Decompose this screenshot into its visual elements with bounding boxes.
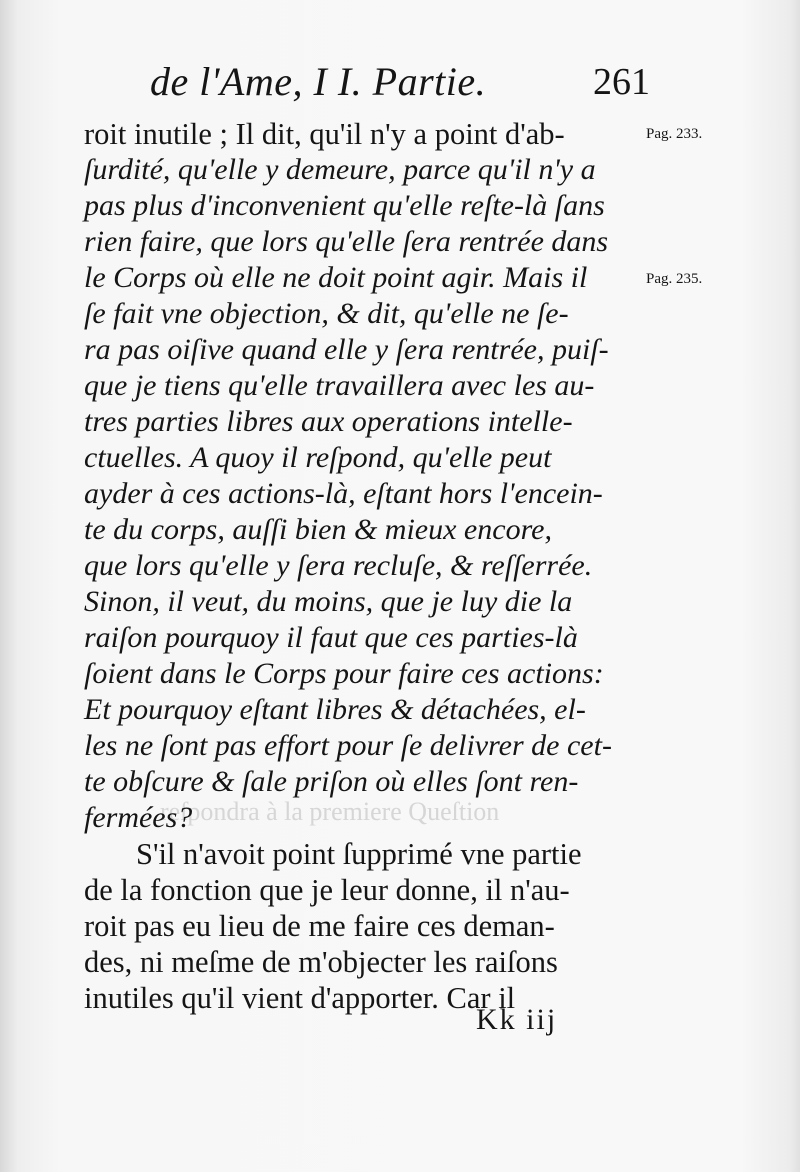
text-line: ſurdité, qu'elle y demeure, parce qu'il n'y a bbox=[84, 153, 596, 186]
text-line: tres parties libres aux operations intelle- bbox=[84, 405, 573, 438]
text-line: roit inutile ; Il dit, qu'il n'y a point d'ab- bbox=[84, 117, 565, 151]
text-line: ayder à ces actions-là, eſtant hors l'encein- bbox=[84, 477, 603, 510]
margin-note: Pag. 233. bbox=[646, 126, 703, 142]
text-line: fermées? bbox=[84, 801, 193, 834]
text-line: ſe fait vne objection, & dit, qu'elle ne ſe- bbox=[84, 297, 569, 330]
text-line: ra pas oiſive quand elle y ſera rentrée, puiſ- bbox=[84, 333, 609, 366]
text-line: ſoient dans le Corps pour faire ces actions: bbox=[84, 657, 604, 690]
bleed-through-text: reſpondra à la premiere Queſtion bbox=[160, 797, 500, 826]
text-line: que lors qu'elle y ſera recluſe, & reſſerrée. bbox=[84, 549, 593, 582]
running-head: de l'Ame, I I. Partie. bbox=[150, 59, 487, 104]
text-line: le Corps où elle ne doit point agir. Mais il bbox=[84, 261, 588, 294]
text-line: Et pourquoy eſtant libres & détachées, el- bbox=[84, 693, 586, 726]
text-line: des, ni meſme de m'objecter les raiſons bbox=[84, 945, 558, 979]
text-line: de la fonction que je leur donne, il n'au- bbox=[84, 873, 570, 907]
text-line: Sinon, il veut, du moins, que je luy die la bbox=[84, 585, 573, 618]
text-line: roit pas eu lieu de me faire ces deman- bbox=[84, 909, 555, 943]
text-line: pas plus d'inconvenient qu'elle reſte-là ſans bbox=[84, 189, 605, 222]
text-line: raiſon pourquoy il faut que ces parties-là bbox=[84, 621, 578, 654]
text-line: inutiles qu'il vient d'apporter. Car il bbox=[84, 981, 516, 1015]
text-line: que je tiens qu'elle travaillera avec les au- bbox=[84, 369, 595, 402]
page-number: 261 bbox=[593, 61, 650, 103]
text-line: te obſcure & ſale priſon où elles ſont ren- bbox=[84, 765, 579, 798]
text-line: les ne ſont pas effort pour ſe delivrer de cet- bbox=[84, 729, 612, 762]
margin-note: Pag. 235. bbox=[646, 271, 703, 287]
text-line: rien faire, que lors qu'elle ſera rentrée dans bbox=[84, 225, 609, 258]
text-line: ctuelles. A quoy il reſpond, qu'elle peut bbox=[84, 441, 552, 474]
text-line: te du corps, auſſi bien & mieux encore, bbox=[84, 513, 552, 546]
paragraph-first-line: S'il n'avoit point ſupprimé vne partie bbox=[136, 837, 582, 871]
signature-mark: Kk iij bbox=[476, 1003, 558, 1036]
page-header bbox=[150, 58, 650, 108]
